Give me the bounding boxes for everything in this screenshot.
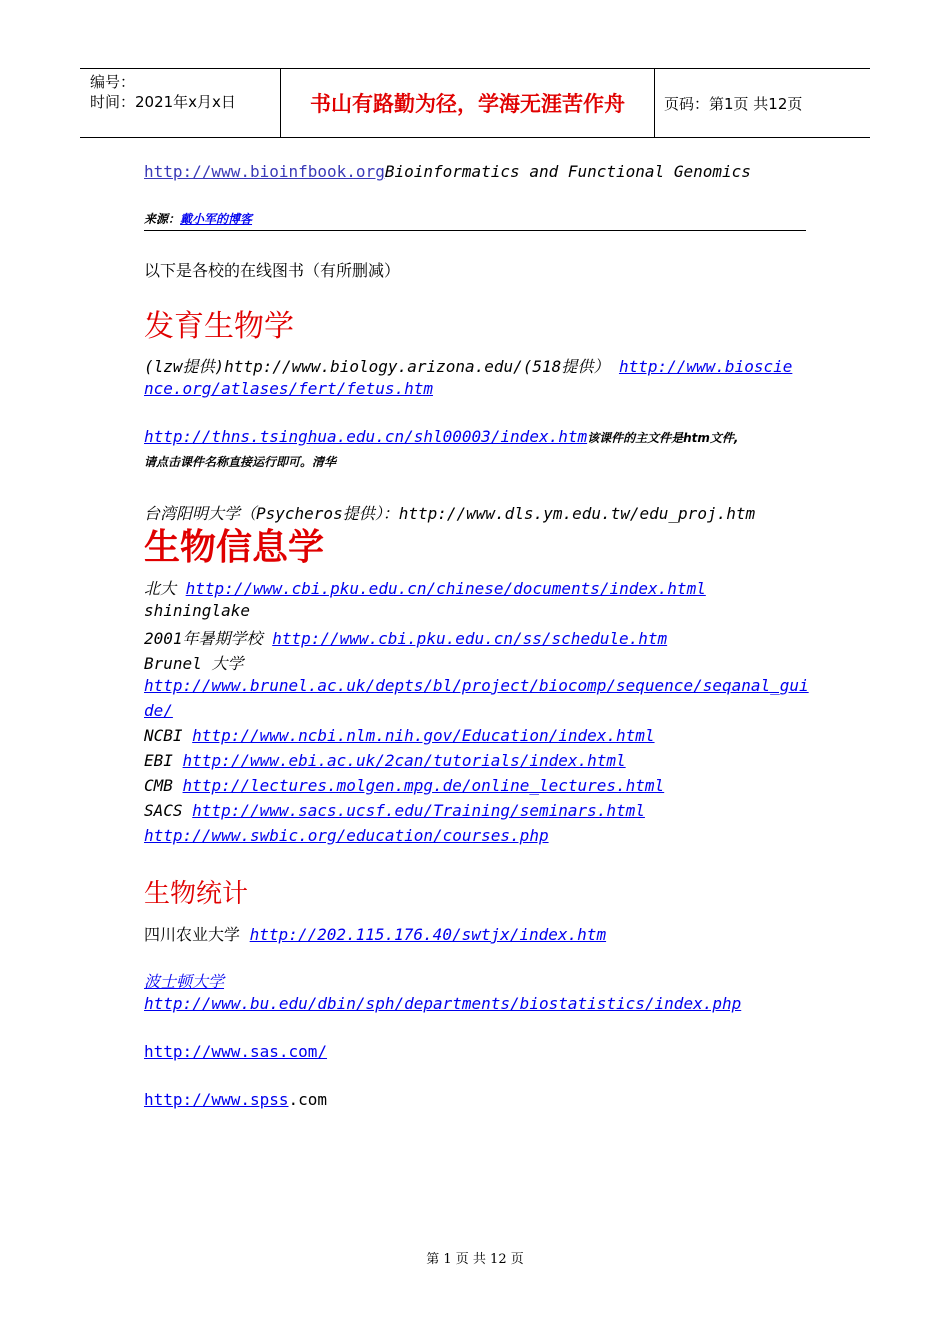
- summer-school-link[interactable]: http://www.cbi.pku.edu.cn/ss/schedule.htm: [272, 629, 668, 648]
- source-blog-link[interactable]: 戴小军的博客: [180, 212, 253, 226]
- ncbi-link[interactable]: http://www.ncbi.nlm.nih.gov/Education/index.html: [192, 726, 655, 745]
- tsinghua-note-a: 该课件的主文件是htm文件,: [587, 431, 739, 445]
- section-title-biostat: 生物统计: [144, 879, 249, 909]
- sichuan-link[interactable]: http://202.115.176.40/swtjx/index.htm: [249, 925, 607, 944]
- summer-label: 2001年暑期学校: [144, 629, 263, 648]
- cmb-line: [144, 776, 664, 795]
- pku-link[interactable]: http://www.cbi.pku.edu.cn/chinese/documents/index.html: [185, 579, 706, 598]
- ebi-label: EBI: [144, 751, 173, 770]
- header-motto: 书山有路勤为径，学海无涯苦作舟: [281, 69, 655, 137]
- spss-link[interactable]: http://www.spss: [144, 1090, 289, 1109]
- sas-link[interactable]: http://www.sas.com/: [144, 1042, 328, 1061]
- book-title: Bioinformatics and Functional Genomics: [384, 162, 751, 181]
- sichuan-line: [144, 922, 606, 945]
- tsinghua-line: [144, 427, 738, 446]
- section-title-bioinfo: 生物信息学: [144, 527, 325, 568]
- dev-bio-line1-text: (lzw提供)http://www.biology.arizona.edu/(518提供）: [144, 357, 610, 376]
- number-label: 编号：: [90, 73, 136, 91]
- source-label: 来源：: [144, 212, 181, 226]
- tsinghua-note-b: 请点击课件名称直接运行即可。清华: [144, 455, 337, 469]
- ncbi-line: [144, 726, 655, 745]
- boston-label[interactable]: 波士顿大学: [144, 972, 225, 991]
- brunel-link-part2[interactable]: de/: [144, 701, 173, 720]
- spss-line: [144, 1090, 327, 1109]
- shininglake-text: shininglake: [144, 601, 250, 620]
- header-page-info: 页码：第1页 共12页: [664, 94, 803, 113]
- source-divider: [144, 230, 806, 231]
- date-label: 时间：2021年x月x日: [90, 93, 236, 111]
- ncbi-label: NCBI: [144, 726, 183, 745]
- dev-bio-line1: [144, 354, 792, 377]
- source-line: [144, 210, 252, 227]
- sacs-label: SACS: [144, 801, 183, 820]
- boston-link[interactable]: http://www.bu.edu/dbin/sph/departments/biostatistics/index.php: [144, 994, 742, 1013]
- intro-text: 以下是各校的在线图书（有所删减）: [144, 261, 401, 280]
- tsinghua-link[interactable]: http://thns.tsinghua.edu.cn/shl00003/index.htm: [144, 427, 588, 446]
- top-link-line: [144, 162, 751, 181]
- pku-line: [144, 576, 706, 599]
- header-meta-cell: [80, 69, 281, 137]
- ebi-line: [144, 751, 626, 770]
- bioscience-link-part1[interactable]: http://www.bioscie: [618, 357, 793, 376]
- section-title-dev-bio: 发育生物学: [144, 309, 294, 344]
- taiwan-line: 台湾阳明大学（Psycheros提供）：http://www.dls.ym.edu.tw/edu_proj.htm: [144, 504, 756, 523]
- cmb-label: CMB: [144, 776, 173, 795]
- header-table: [80, 68, 870, 138]
- brunel-link-part1[interactable]: http://www.brunel.ac.uk/depts/bl/project/biocomp/sequence/seqanal_gui: [144, 676, 809, 695]
- swbic-link[interactable]: http://www.swbic.org/education/courses.php: [144, 826, 549, 845]
- bioinfbook-link[interactable]: http://www.bioinfbook.org: [144, 162, 385, 181]
- cmb-link[interactable]: http://lectures.molgen.mpg.de/online_lectures.html: [182, 776, 665, 795]
- summer-line: [144, 626, 667, 649]
- bioscience-link-part2[interactable]: nce.org/atlases/fert/fetus.htm: [144, 379, 433, 398]
- sacs-link[interactable]: http://www.sacs.ucsf.edu/Training/seminars.html: [192, 801, 645, 820]
- sichuan-label: 四川农业大学: [144, 925, 241, 944]
- sacs-line: [144, 801, 645, 820]
- ebi-link[interactable]: http://www.ebi.ac.uk/2can/tutorials/index.html: [182, 751, 626, 770]
- page-footer: 第 1 页 共 12 页: [426, 1252, 524, 1267]
- spss-tail: .com: [288, 1090, 328, 1109]
- pku-label: 北大: [144, 579, 177, 598]
- brunel-label: Brunel 大学: [144, 654, 244, 673]
